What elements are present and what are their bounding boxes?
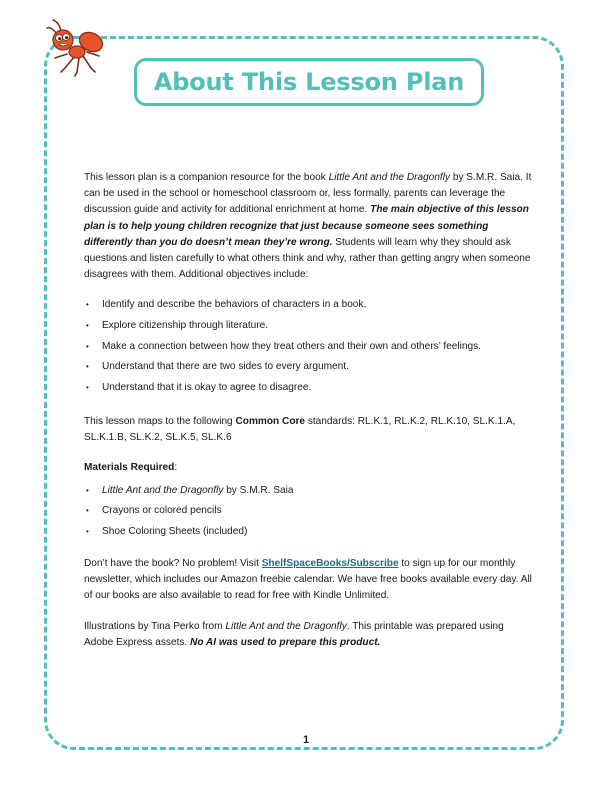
page-number: 1 bbox=[302, 734, 310, 746]
book-title: Little Ant and the Dragonfly bbox=[328, 172, 451, 183]
main-objective: The main objective of this lesson plan is to help young children recognize that just because someone sees something differently than you do doesn’t mean they’re wrong. bbox=[84, 204, 529, 248]
standards-paragraph: This lesson maps to the following Common Core standards: RL.K.1, RL.K.2, RL.K.10, SL.K.1.A, SL.K.1.B, SL.K.2, SL.K.5, SL.K.6 bbox=[84, 416, 516, 444]
objectives-list bbox=[84, 297, 534, 396]
list-item: • Make a connection between how they treat others and their own and others’ feelings. bbox=[84, 339, 534, 355]
ant-illustration bbox=[45, 18, 107, 80]
title-banner bbox=[134, 58, 484, 106]
intro-paragraph: This lesson plan is a companion resource for the book Little Ant and the Dragonfly by S.M.R. Saia. It can be used in the school or homeschool classroom or, less formally, parents can leverage the discussion guide and activity for additional enrichment at home. The main objective of this lesson plan is to help young children recognize that just because someone sees something differently than you do doesn’t mean they’re wrong. Students will learn why they should ask questions and listen carefully to what others think and why, rather than getting angry when someone disagrees with them. Additional objectives include: bbox=[84, 172, 532, 281]
list-item: • Identify and describe the behaviors of characters in a book. bbox=[84, 297, 534, 313]
list-item: • Understand that it is okay to agree to disagree. bbox=[84, 380, 534, 396]
book-note-paragraph: Don’t have the book? No problem! Visit ShelfSpaceBooks/Subscribe to sign up for our monthly newsletter, which includes our Amazon freebie calendar. We have free books available every day. All of our books are also available to read for free with Kindle Unlimited. bbox=[84, 558, 532, 602]
materials-heading: Materials Required: bbox=[84, 462, 178, 474]
list-item: • Understand that there are two sides to every argument. bbox=[84, 359, 534, 375]
list-item: • Crayons or colored pencils bbox=[84, 503, 534, 519]
subscribe-link[interactable]: ShelfSpaceBooks/Subscribe bbox=[261, 558, 399, 569]
list-item: • Little Ant and the Dragonfly by S.M.R. Saia bbox=[84, 483, 534, 499]
page-title: About This Lesson Plan bbox=[153, 68, 465, 96]
no-ai-note: No AI was used to prepare this product. bbox=[190, 636, 381, 648]
materials-list bbox=[84, 483, 534, 540]
list-item: • Shoe Coloring Sheets (included) bbox=[84, 524, 534, 540]
list-item: • Explore citizenship through literature. bbox=[84, 318, 534, 334]
credits-paragraph: Illustrations by Tina Perko from Little Ant and the Dragonfly. This printable was prepared using Adobe Express assets. No AI was used to prepare this product. bbox=[84, 620, 504, 648]
lesson-content bbox=[84, 170, 534, 651]
